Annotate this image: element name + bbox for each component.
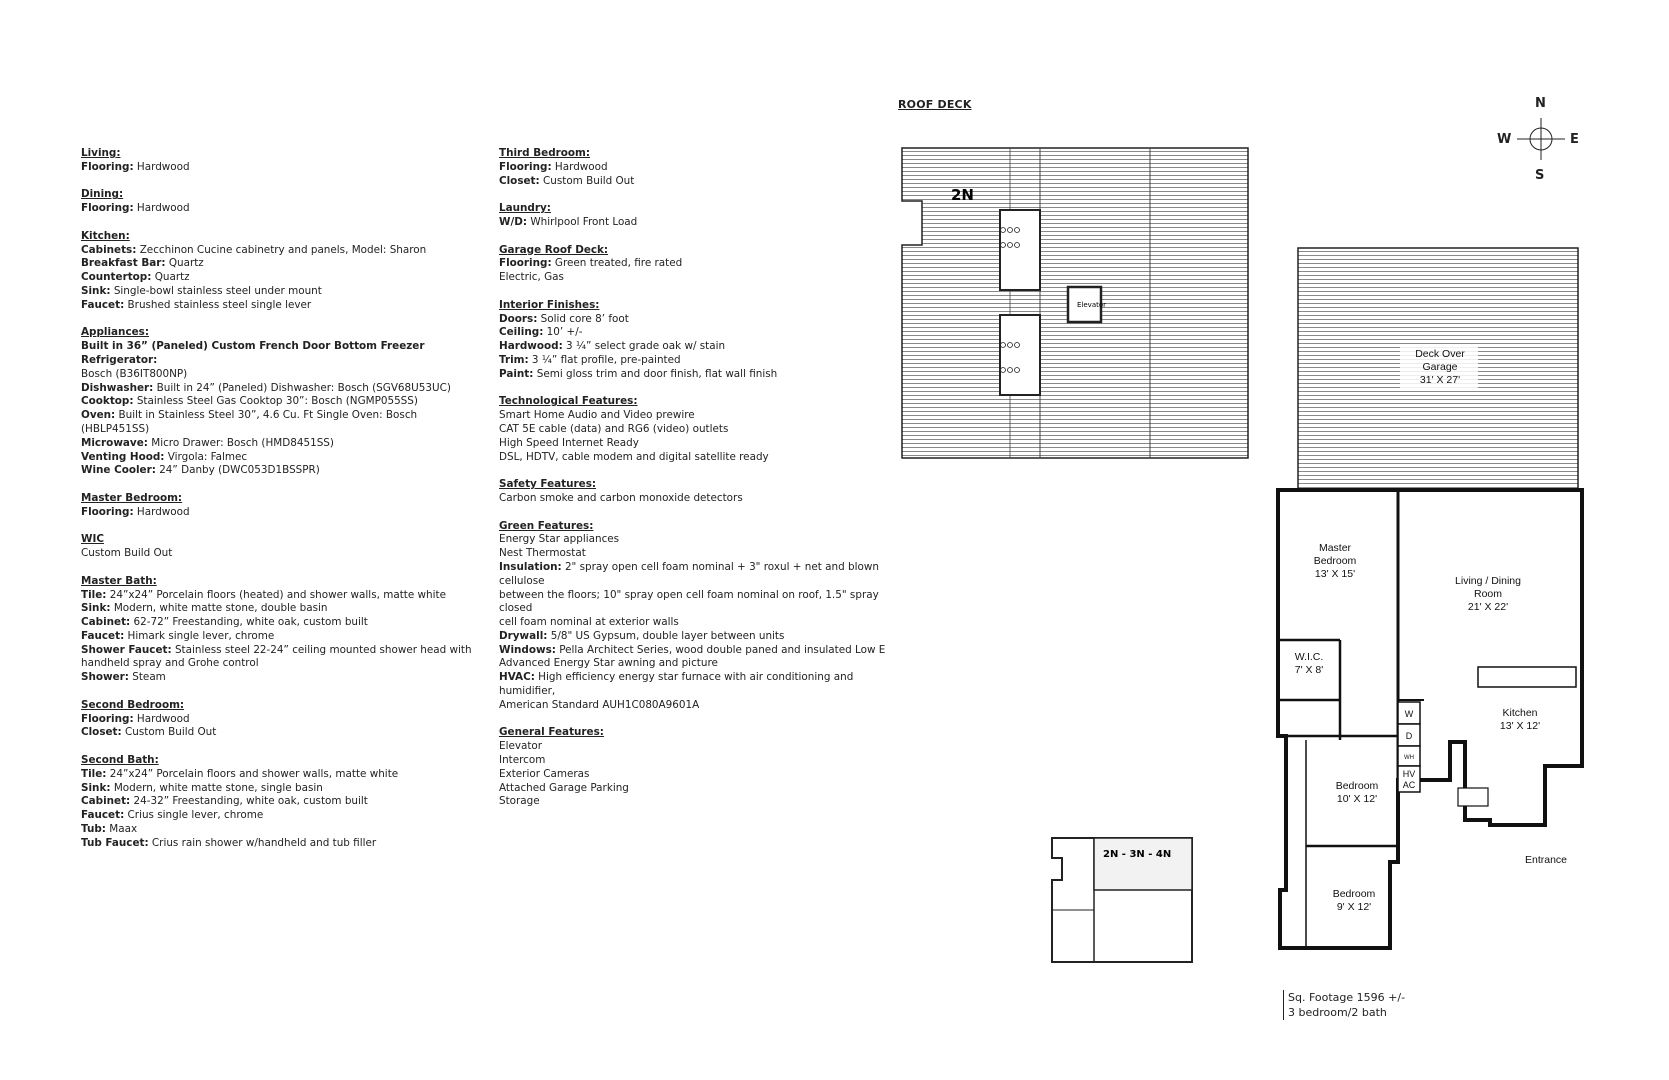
feature-line-text: handheld spray and Grohe control	[81, 657, 259, 670]
feature-section-title: Technological Features:	[499, 395, 638, 408]
roof-deck-title: ROOF DECK	[898, 98, 972, 111]
feature-line-text: 62-72” Freestanding, white oak, custom built	[130, 616, 368, 629]
feature-line-label: Wine Cooler:	[81, 464, 156, 477]
deck-over-garage	[1298, 248, 1578, 490]
feature-line-text: (HBLP451SS)	[81, 422, 150, 435]
feature-line-label: Faucet:	[81, 809, 125, 822]
feature-line-text: Hardwood	[133, 505, 190, 518]
feature-line-text: Hardwood	[133, 202, 190, 215]
feature-line-label: Hardwood:	[499, 340, 563, 353]
feature-line-label: Drywall:	[499, 629, 548, 642]
compass-icon	[1517, 118, 1565, 160]
feature-line-text: 24” Danby (DWC053D1BSSPR)	[155, 464, 320, 477]
feature-line-label: Shower:	[81, 671, 129, 684]
feature-line-text: Custom Build Out	[121, 726, 217, 739]
unit-summary	[1283, 990, 1405, 1020]
feature-section-title: Second Bedroom:	[81, 698, 185, 711]
feature-line-text: Hardwood	[133, 712, 190, 725]
feature-line-text: Carbon smoke and carbon monoxide detectors	[499, 491, 743, 504]
unit-label-2n: 2N	[951, 186, 974, 204]
feature-line-label: Tub Faucet:	[81, 836, 149, 849]
feature-line-text: Maax	[105, 823, 138, 836]
feature-section-title: Garage Roof Deck:	[499, 243, 609, 256]
feature-line-label: Closet:	[81, 726, 122, 739]
feature-line-text: American Standard AUH1C080A9601A	[499, 698, 700, 711]
compass-north-label: N	[1535, 96, 1546, 111]
key-plan	[1052, 838, 1192, 962]
feature-section-title: Third Bedroom:	[499, 147, 591, 159]
feature-line-label: Flooring:	[81, 505, 134, 518]
feature-line-text: Hardwood	[551, 160, 608, 173]
feature-line-label: Tub:	[81, 823, 106, 836]
feature-line-text: Solid core 8’ foot	[537, 312, 629, 325]
feature-line-text: Hardwood	[133, 160, 190, 173]
bedroom-3-name: Bedroom	[1332, 888, 1376, 900]
feature-line-text: 24”x24” Porcelain floors (heated) and shower walls, matte white	[106, 588, 446, 601]
hvac-label-2: AC	[1402, 780, 1416, 790]
entrance-label: Entrance	[1525, 854, 1568, 866]
wic-name: W.I.C.	[1294, 651, 1324, 663]
kitchen-size: 13' X 12'	[1499, 720, 1541, 732]
feature-section-title: Laundry:	[499, 202, 551, 215]
bedroom-2-name: Bedroom	[1335, 780, 1379, 792]
feature-line-label: Cabinet:	[81, 616, 131, 629]
feature-line-label: Flooring:	[499, 160, 552, 173]
feature-line-text: Micro Drawer: Bosch (HMD8451SS)	[147, 436, 334, 449]
dryer-label: D	[1405, 731, 1413, 741]
compass-west-label: W	[1497, 132, 1512, 147]
feature-line-label: Countertop:	[81, 271, 152, 284]
feature-line-text: Whirlpool Front Load	[527, 215, 638, 228]
feature-line-text: Single-bowl stainless steel under mount	[110, 284, 322, 297]
feature-section-title: Second Bath:	[81, 754, 159, 767]
feature-line-label: Dishwasher:	[81, 381, 154, 394]
feature-line-label: Faucet:	[81, 298, 125, 311]
kitchen-name: Kitchen	[1502, 707, 1538, 719]
feature-section-title: Green Features:	[499, 519, 594, 532]
feature-line-label: Built in 36” (Paneled) Custom French Door Bottom Freezer Refrigerator:	[81, 340, 425, 366]
feature-line-text: Virgola: Falmec	[164, 450, 248, 463]
hvac-label-1: HV	[1402, 769, 1416, 779]
feature-line-text: 3 ¼” flat profile, pre-painted	[528, 353, 681, 366]
square-footage: Sq. Footage 1596 +/-	[1288, 991, 1406, 1004]
feature-line-text: Stainless steel 22-24” ceiling mounted shower head with	[171, 643, 472, 656]
master-bedroom-name2: Bedroom	[1313, 555, 1357, 567]
feature-section-title: Master Bath:	[81, 574, 157, 587]
feature-section-title: WIC	[81, 533, 104, 546]
bedroom-2-size: 10' X 12'	[1336, 793, 1378, 805]
feature-line-text: Stainless Steel Gas Cooktop 30”: Bosch (NGMP055SS)	[133, 395, 418, 408]
feature-line-label: Tile:	[81, 588, 107, 601]
master-bedroom-name: Master	[1318, 542, 1352, 554]
feature-line-text: Intercom	[499, 754, 546, 767]
feature-line-text: Quartz	[151, 271, 190, 284]
feature-line-text: Elevator	[499, 740, 543, 753]
feature-line-label: Sink:	[81, 284, 111, 297]
bedroom-bath-count: 3 bedroom/2 bath	[1288, 1006, 1387, 1019]
feature-line-label: Oven:	[81, 409, 116, 422]
feature-line-label: Paint:	[499, 367, 534, 380]
feature-line-text: Crius rain shower w/handheld and tub filler	[148, 836, 377, 849]
feature-line-label: Sink:	[81, 602, 111, 615]
roof-deck-plan	[902, 148, 1248, 458]
feature-section-title: Safety Features:	[499, 478, 597, 491]
compass-east-label: E	[1570, 132, 1579, 147]
feature-line-text: Custom Build Out	[539, 174, 635, 187]
feature-line-text: 24”x24” Porcelain floors and shower walls, matte white	[106, 767, 399, 780]
feature-line-text: CAT 5E cable (data) and RG6 (video) outlets	[499, 422, 729, 435]
master-bedroom-size: 13' X 15'	[1314, 568, 1356, 580]
feature-line-text: 2" spray open cell foam nominal + 3" roxul + net and blown cellulose	[499, 560, 879, 587]
feature-line-label: Cabinets:	[81, 243, 137, 256]
feature-line-text: Bosch (B36IT800NP)	[81, 367, 188, 380]
compass-south-label: S	[1535, 168, 1545, 183]
living-room-name: Living / Dining	[1455, 575, 1521, 587]
feature-line-text: 24-32” Freestanding, white oak, custom built	[130, 795, 368, 808]
feature-line-text: Modern, white matte stone, double basin	[110, 602, 328, 615]
wic-size: 7' X 8'	[1294, 664, 1324, 676]
feature-line-text: Pella Architect Series, wood double paned and insulated Low E	[555, 643, 886, 656]
feature-line-text: Nest Thermostat	[499, 547, 586, 560]
feature-line-text: Attached Garage Parking	[499, 781, 629, 794]
deck-name: Deck Over	[1415, 348, 1465, 360]
feature-line-label: Breakfast Bar:	[81, 257, 166, 270]
feature-line-text: 3 ¼” select grade oak w/ stain	[562, 340, 726, 353]
feature-line-label: W/D:	[499, 215, 528, 228]
feature-line-label: Flooring:	[81, 712, 134, 725]
feature-line-text: High Speed Internet Ready	[499, 436, 639, 449]
feature-line-label: Insulation:	[499, 560, 562, 573]
feature-line-label: Microwave:	[81, 436, 148, 449]
feature-line-text: Smart Home Audio and Video prewire	[499, 409, 695, 422]
feature-line-text: Advanced Energy Star awning and picture	[499, 657, 718, 670]
feature-line-text: Quartz	[165, 257, 204, 270]
feature-line-label: Flooring:	[81, 160, 134, 173]
washer-label: W	[1404, 709, 1414, 719]
feature-line-text: Himark single lever, chrome	[124, 629, 275, 642]
deck-size: 31' X 27'	[1419, 374, 1461, 386]
feature-line-label: Shower Faucet:	[81, 643, 172, 656]
feature-line-label: Flooring:	[81, 202, 134, 215]
feature-section-title: Living:	[81, 147, 121, 159]
feature-line-text: Green treated, fire rated	[551, 257, 683, 270]
feature-line-text: 10’ +/-	[543, 326, 583, 339]
feature-line-text: Brushed stainless steel single lever	[124, 298, 312, 311]
feature-line-text: Semi gloss trim and door finish, flat wall finish	[533, 367, 778, 380]
feature-line-text: Exterior Cameras	[499, 767, 590, 780]
feature-section-title: Interior Finishes:	[499, 298, 600, 311]
deck-name2: Garage	[1422, 361, 1458, 373]
feature-line-text: Electric, Gas	[499, 271, 564, 284]
feature-line-text: Zecchinon Cucine cabinetry and panels, Model: Sharon	[136, 243, 427, 256]
feature-line-label: Faucet:	[81, 629, 125, 642]
feature-line-label: Ceiling:	[499, 326, 544, 339]
feature-line-text: Crius single lever, chrome	[124, 809, 264, 822]
feature-section-title: Dining:	[81, 188, 124, 201]
water-heater-label: WH	[1404, 755, 1414, 761]
feature-line-text: between the floors; 10" spray open cell foam nominal on roof, 1.5" spray closed	[499, 588, 879, 615]
feature-line-label: Tile:	[81, 767, 107, 780]
feature-line-text: Built in Stainless Steel 30”, 4.6 Cu. Ft Single Oven: Bosch	[115, 409, 418, 422]
feature-line-text: Built in 24” (Paneled) Dishwasher: Bosch (SGV68U53UC)	[153, 381, 451, 394]
feature-line-label: Trim:	[499, 353, 529, 366]
key-plan-label: 2N - 3N - 4N	[1103, 849, 1172, 860]
feature-line-label: Cooktop:	[81, 395, 134, 408]
feature-line-label: HVAC:	[499, 671, 535, 684]
feature-line-text: cell foam nominal at exterior walls	[499, 616, 679, 629]
feature-line-label: Venting Hood:	[81, 450, 165, 463]
feature-section-title: General Features:	[499, 726, 604, 739]
feature-section-title: Appliances:	[81, 326, 149, 339]
feature-line-label: Flooring:	[499, 257, 552, 270]
feature-section-title: Master Bedroom:	[81, 491, 183, 504]
feature-line-label: Closet:	[499, 174, 540, 187]
feature-line-text: Custom Build Out	[81, 547, 173, 560]
feature-line-text: Steam	[128, 671, 166, 684]
feature-line-label: Windows:	[499, 643, 556, 656]
feature-line-text: High efficiency energy star furnace with air conditioning and humidifier,	[499, 671, 854, 698]
feature-line-label: Cabinet:	[81, 795, 131, 808]
feature-line-text: Modern, white matte stone, single basin	[110, 781, 323, 794]
living-room-name2: Room	[1473, 588, 1503, 600]
feature-section-title: Kitchen:	[81, 229, 130, 242]
feature-line-text: 5/8" US Gypsum, double layer between units	[547, 629, 785, 642]
feature-line-text: DSL, HDTV, cable modem and digital satellite ready	[499, 450, 769, 463]
living-room-size: 21' X 22'	[1467, 601, 1509, 613]
feature-line-text: Storage	[499, 795, 540, 808]
feature-line-label: Doors:	[499, 312, 538, 325]
feature-line-text: Energy Star appliances	[499, 533, 620, 546]
feature-line-label: Sink:	[81, 781, 111, 794]
bedroom-3-size: 9' X 12'	[1336, 901, 1372, 913]
elevator-label: Elevator	[1077, 301, 1107, 309]
